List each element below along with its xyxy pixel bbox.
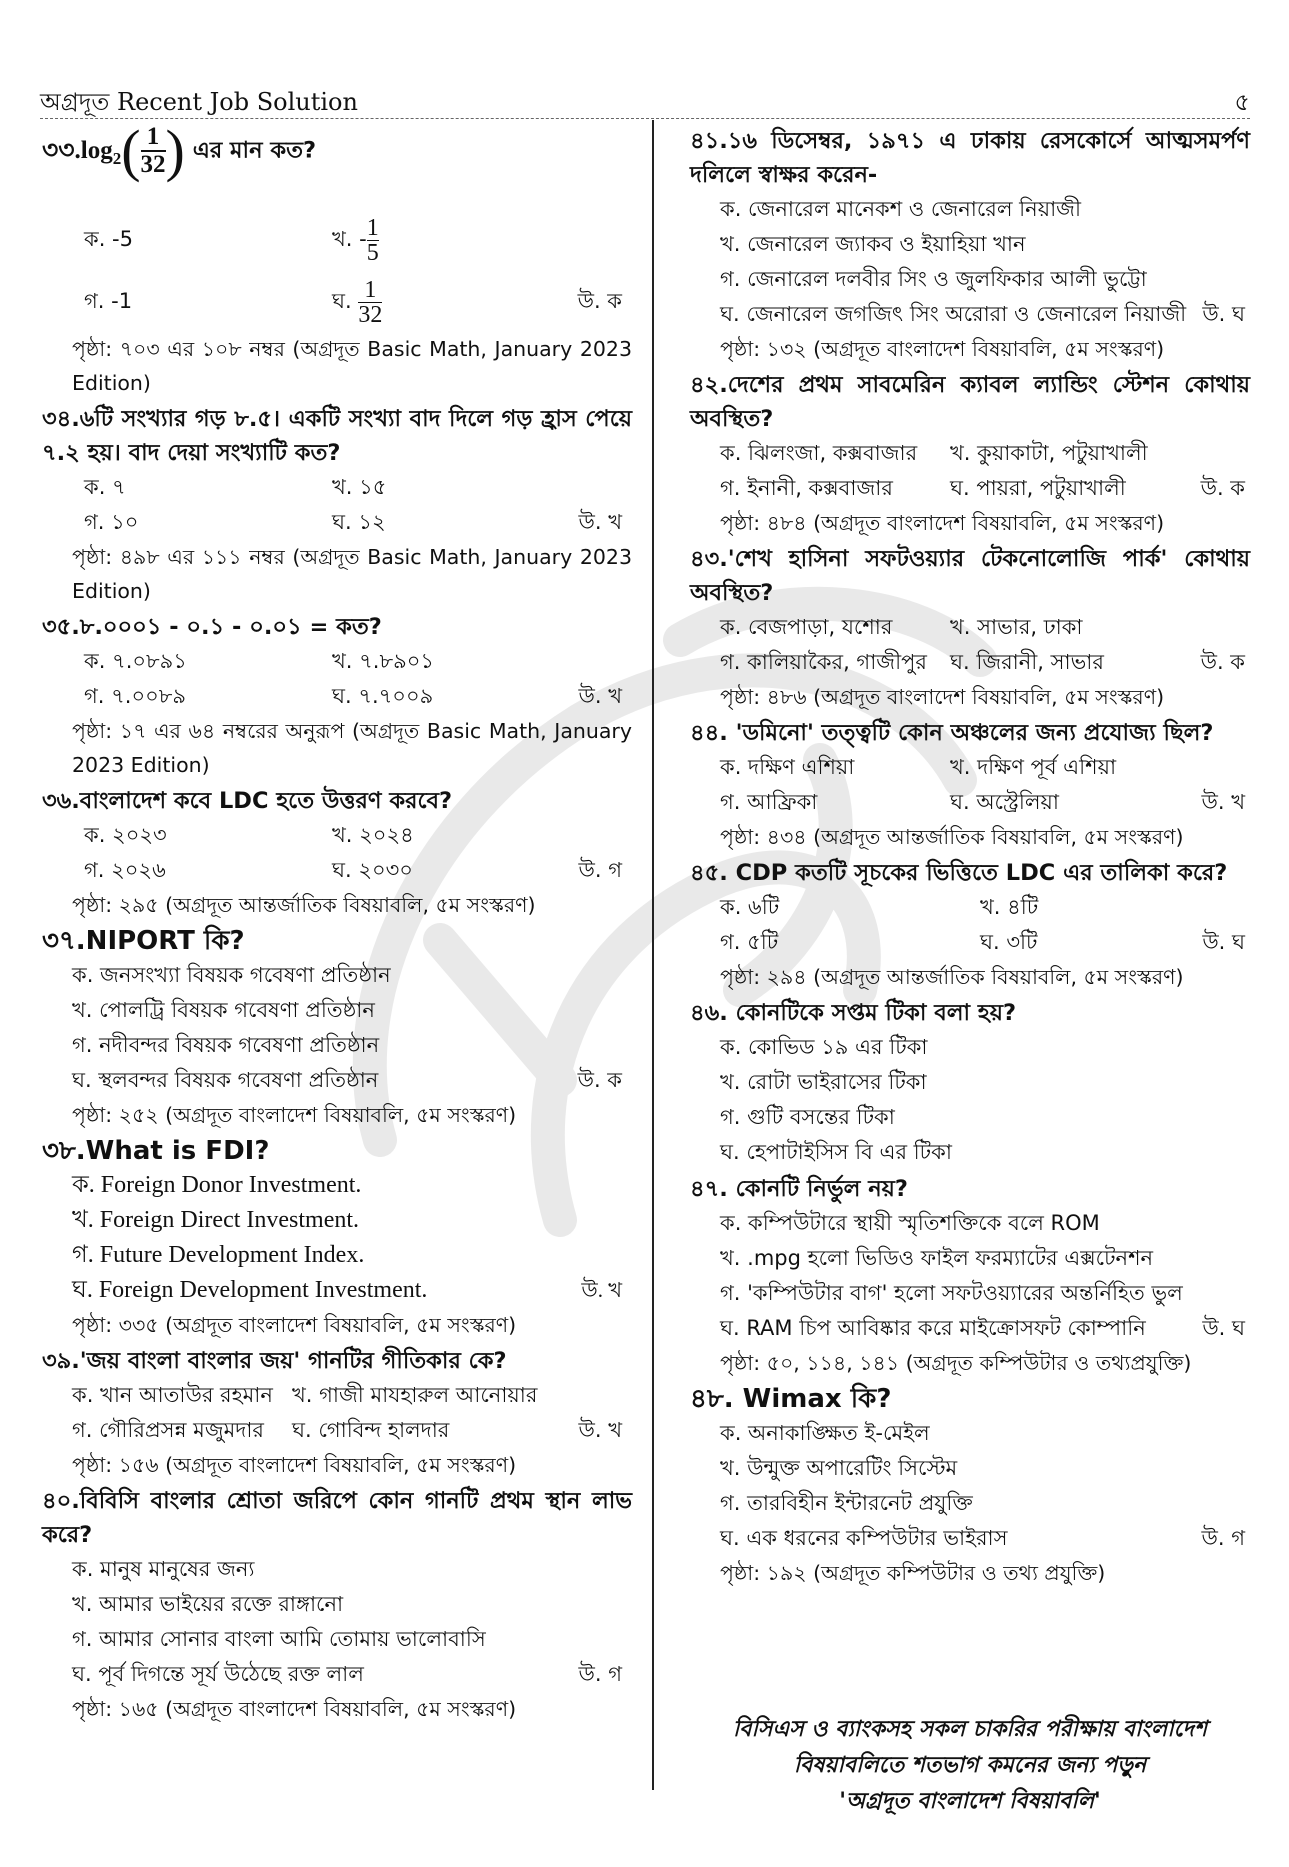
question-text: ৪৫. CDP কতটি সূচকের ভিত্তিতে LDC এর তালিকা করে? (690, 860, 1228, 886)
question-48 (690, 1382, 1250, 1590)
option-b: খ. জেনারেল জ্যাকব ও ইয়াহিয়া খান (720, 232, 1026, 256)
options-row (690, 610, 1250, 645)
option-d-row (42, 1273, 632, 1308)
option-d-row (42, 1657, 632, 1692)
answer: উ. খ (581, 1278, 622, 1302)
option-b: খ. আমার ভাইয়ের রক্তে রাঙ্গানো (72, 1592, 344, 1616)
options-row (690, 785, 1250, 820)
option-c: গ. ২০২৬ (84, 858, 166, 882)
question-43 (690, 542, 1250, 714)
question-text: ৩৭.NIPORT কি? (42, 926, 245, 956)
log-base: 2 (112, 148, 122, 168)
option-a: ক. ২০২৩ (84, 823, 167, 847)
option-c: গ. জেনারেল দলবীর সিং ও জুলফিকার আলী ভুট্টো (720, 267, 1147, 291)
options-row (42, 505, 632, 540)
option-a: ক. কোভিড ১৯ এর টিকা (720, 1035, 928, 1059)
option-c: গ. ১০ (84, 510, 139, 534)
left-column (42, 118, 632, 1726)
answer: উ. ঘ (1202, 302, 1245, 326)
option-c: গ. -1 (84, 289, 133, 313)
options-row (42, 1378, 632, 1413)
option-d: ঘ. RAM চিপ আবিষ্কার করে মাইক্রোসফট কোম্পানি (720, 1316, 1146, 1340)
option-b: খ. পোলট্রি বিষয়ক গবেষণা প্রতিষ্ঠান (72, 998, 375, 1022)
option-d: ঘ. ১২ (332, 510, 386, 534)
reference: পৃষ্ঠা: ২৯৫ (অগ্রদূত আন্তর্জাতিক বিষয়াবলি, ৫ম সংস্করণ) (72, 893, 536, 917)
reference: পৃষ্ঠা: ২৫২ (অগ্রদূত বাংলাদেশ বিষয়াবলি, ৫ম সংস্করণ) (72, 1103, 517, 1127)
option-d: ঘ. হেপাটাইসিস বি এর টিকা (720, 1140, 952, 1164)
option-b: খ. - $\frac{1}{5}$ (332, 214, 379, 266)
options-row (690, 436, 1250, 471)
option-b: খ. গাজী মাযহারুল আনোয়ার (292, 1383, 538, 1407)
reference: পৃষ্ঠা: ৫০, ১১৪, ১৪১ (অগ্রদূত কম্পিউটার ও তথ্যপ্রযুক্তি) (720, 1351, 1192, 1375)
options-row (690, 750, 1250, 785)
option-a: ক. ৭ (84, 475, 126, 499)
reference: পৃষ্ঠা: ৪৩৪ (অগ্রদূত আন্তর্জাতিক বিষয়াবলি, ৫ম সংস্করণ) (720, 825, 1184, 849)
reference: পৃষ্ঠা: ১৭ এর ৬৪ নম্বরের অনুরূপ (অগ্রদূত Basic Math, January 2023 Edition) (72, 719, 632, 777)
question-46 (690, 996, 1250, 1170)
option-d-row (690, 1521, 1250, 1556)
question-37 (42, 924, 632, 1132)
option-d: ঘ. জিরানী, সাভার (950, 650, 1104, 674)
question-text: ৩৪.৬টি সংখ্যার গড় ৮.৫। একটি সংখ্যা বাদ দিলে গড় হ্রাস পেয়ে ৭.২ হয়। বাদ দেয়া সংখ্যাটি কত? (42, 406, 632, 466)
question-text: ৪২.দেশের প্রথম সাবমেরিন ক্যাবল ল্যান্ডিং স্টেশন কোথায় অবস্থিত? (690, 372, 1250, 432)
option-b: খ. রোটা ভাইরাসের টিকা (720, 1070, 927, 1094)
promo-line-3: 'অগ্রদূত বাংলাদেশ বিষয়াবলি' (839, 1789, 1101, 1814)
option-d: ঘ. পায়রা, পটুয়াখালী (950, 476, 1126, 500)
question-text: ৪৩.'শেখ হাসিনা সফটওয়্যার টেকনোলোজি পার্ক' কোথায় অবস্থিত? (690, 546, 1250, 606)
option-b: খ. ৪টি (980, 895, 1039, 919)
question-41 (690, 124, 1250, 366)
option-d: ঘ. ৭.৭০০৯ (332, 684, 434, 708)
option-d: ঘ. জেনারেল জগজিৎ সিং অরোরা ও জেনারেল নিয়াজী (720, 302, 1187, 326)
answer: উ. গ (578, 858, 622, 882)
options-row (42, 470, 632, 505)
question-45 (690, 856, 1250, 994)
option-d-row (690, 297, 1250, 332)
answer: উ. ঘ (1202, 1316, 1245, 1340)
question-text: ৩৫.৮.০০০১ - ০.১ - ০.০১ = কত? (42, 614, 382, 640)
question-text: ৪৭. কোনটি নির্ভুল নয়? (690, 1176, 908, 1202)
option-a: ক. দক্ষিণ এশিয়া (720, 755, 855, 779)
answer: উ. গ (578, 1662, 622, 1686)
options-row (690, 645, 1250, 680)
option-b: খ. সাভার, ঢাকা (950, 615, 1083, 639)
option-b: খ. উন্মুক্ত অপারেটিং সিস্টেম (720, 1456, 958, 1480)
question-text: ৪০.বিবিসি বাংলার শ্রোতা জরিপে কোন গানটি প্রথম স্থান লাভ করে? (42, 1488, 632, 1548)
option-a: ক. ঝিলংজা, কক্সবাজার (720, 441, 918, 465)
reference: পৃষ্ঠা: ৭০৩ এর ১০৮ নম্বর (অগ্রদূত Basic Math, January 2023 Edition) (72, 337, 632, 395)
option-d: ঘ. পূর্ব দিগন্তে সূর্য উঠেছে রক্ত লাল (72, 1662, 364, 1686)
option-c: গ. আফ্রিকা (720, 790, 818, 814)
answer: উ. ক (577, 1068, 622, 1092)
question-text: ৩৯.'জয় বাংলা বাংলার জয়' গানটির গীতিকার কে? (42, 1348, 507, 1374)
reference: পৃষ্ঠা: ২৯৪ (অগ্রদূত আন্তর্জাতিক বিষয়াবলি, ৫ম সংস্করণ) (720, 965, 1184, 989)
options-row (42, 644, 632, 679)
reference: পৃষ্ঠা: ৩৩৫ (অগ্রদূত বাংলাদেশ বিষয়াবলি, ৫ম সংস্করণ) (72, 1313, 517, 1337)
options-row (42, 679, 632, 714)
option-d: ঘ. Foreign Development Investment. (72, 1277, 428, 1303)
option-a: ক. -5 (84, 227, 133, 251)
option-a: ক. জেনারেল মানেকশ ও জেনারেল নিয়াজী (720, 197, 1081, 221)
option-a: ক. জনসংখ্যা বিষয়ক গবেষণা প্রতিষ্ঠান (72, 963, 391, 987)
options-row (42, 853, 632, 888)
option-c: গ. গৌরিপ্রসন্ন মজুমদার (72, 1418, 264, 1442)
option-b: খ. দক্ষিণ পূর্ব এশিয়া (950, 755, 1117, 779)
option-d-row (690, 1311, 1250, 1346)
option-a: ক. বেজপাড়া, যশোর (720, 615, 893, 639)
option-d: ঘ. $\frac{1}{32}$ (332, 276, 383, 328)
option-a: ক. খান আতাউর রহমান (72, 1383, 273, 1407)
options-row (42, 1413, 632, 1448)
log-prefix: ৩৩.log (42, 136, 113, 164)
option-c: গ. আমার সোনার বাংলা আমি তোমায় ভালোবাসি (72, 1627, 486, 1651)
question-suffix: এর মান কত? (192, 137, 317, 164)
option-d: ঘ. ২০৩০ (332, 858, 413, 882)
question-text: ৪১.১৬ ডিসেম্বর, ১৯৭১ এ ঢাকায় রেসকোর্সে আত্মসমর্পণ দলিলে স্বাক্ষর করেন- (690, 128, 1250, 188)
question-44 (690, 716, 1250, 854)
answer: উ. খ (578, 1418, 622, 1442)
options-row (42, 270, 632, 332)
option-a: ক. মানুষ মানুষের জন্য (72, 1557, 255, 1581)
question-text: ৪৪. 'ডমিনো' তত্ত্বটি কোন অঞ্চলের জন্য প্রযোজ্য ছিল? (690, 720, 1214, 746)
question-text: ৪৬. কোনটিকে সপ্তম টিকা বলা হয়? (690, 1000, 1016, 1026)
option-d: ঘ. এক ধরনের কম্পিউটার ভাইরাস (720, 1526, 1008, 1550)
promo-line-1: বিসিএস ও ব্যাংকসহ সকল চাকরির পরীক্ষায় বাংলাদেশ (733, 1717, 1207, 1742)
options-row (42, 818, 632, 853)
options-row (690, 925, 1250, 960)
promo-box (690, 1712, 1250, 1820)
answer: উ. খ (578, 684, 622, 708)
option-c: গ. 'কম্পিউটার বাগ' হলো সফটওয়্যারের অন্তর্নিহিত ভুল (720, 1281, 1183, 1305)
reference: পৃষ্ঠা: ১৬৫ (অগ্রদূত বাংলাদেশ বিষয়াবলি, ৫ম সংস্করণ) (72, 1697, 517, 1721)
running-title: অগ্রদূত Recent Job Solution (40, 88, 358, 116)
question-text: ৩৮.What is FDI? (42, 1136, 270, 1166)
column-divider (652, 120, 654, 1790)
reference: পৃষ্ঠা: ৪৯৮ এর ১১১ নম্বর (অগ্রদূত Basic Math, January 2023 Edition) (72, 545, 632, 603)
option-a: ক. কম্পিউটারে স্থায়ী স্মৃতিশক্তিকে বলে ROM (720, 1211, 1100, 1235)
option-c: গ. Future Development Index. (72, 1242, 365, 1268)
option-b: খ. ২০২৪ (332, 823, 414, 847)
answer: উ. ক (1200, 650, 1245, 674)
option-a: ক. ৭.০৮৯১ (84, 649, 187, 673)
page-number: ৫ (1234, 88, 1250, 116)
option-d: ঘ. অস্ট্রেলিয়া (950, 790, 1059, 814)
option-c: গ. ইনানী, কক্সবাজার (720, 476, 893, 500)
option-b: খ. Foreign Direct Investment. (72, 1207, 360, 1233)
answer: উ. ঘ (1202, 930, 1245, 954)
answer: উ. ক (1200, 476, 1245, 500)
question-38 (42, 1134, 632, 1342)
option-b: খ. ৭.৮৯০১ (332, 649, 435, 673)
option-b: খ. ১৫ (332, 475, 387, 499)
question-33 (42, 118, 632, 400)
options-row (42, 208, 632, 270)
option-b: খ. .mpg হলো ভিডিও ফাইল ফরম্যাটের এক্সটেনশন (720, 1246, 1154, 1270)
option-d: ঘ. স্থলবন্দর বিষয়ক গবেষণা প্রতিষ্ঠান (72, 1068, 379, 1092)
right-column (690, 122, 1250, 1590)
log-fraction: $\frac{1}{32}$ (140, 123, 166, 178)
options-row (690, 471, 1250, 506)
question-36 (42, 784, 632, 922)
reference: পৃষ্ঠা: ৪৮৬ (অগ্রদূত বাংলাদেশ বিষয়াবলি, ৫ম সংস্করণ) (720, 685, 1165, 709)
option-d-row (42, 1063, 632, 1098)
page-header (40, 84, 1250, 119)
option-c: গ. তারবিহীন ইন্টারনেট প্রযুক্তি (720, 1491, 973, 1515)
reference: পৃষ্ঠা: ১৩২ (অগ্রদূত বাংলাদেশ বিষয়াবলি, ৫ম সংস্করণ) (720, 337, 1165, 361)
option-d: ঘ. গোবিন্দ হালদার (292, 1418, 450, 1442)
question-35 (42, 610, 632, 782)
question-40 (42, 1484, 632, 1726)
answer: উ. খ (578, 510, 622, 534)
option-c: গ. ৫টি (720, 930, 779, 954)
question-34 (42, 402, 632, 608)
reference: পৃষ্ঠা: ১৯২ (অগ্রদূত কম্পিউটার ও তথ্য প্রযুক্তি) (720, 1561, 1106, 1585)
answer: উ. গ (1201, 1526, 1245, 1550)
option-c: গ. নদীবন্দর বিষয়ক গবেষণা প্রতিষ্ঠান (72, 1033, 380, 1057)
option-d: ঘ. ৩টি (980, 930, 1038, 954)
answer: উ. খ (1201, 790, 1245, 814)
option-c: গ. গুটি বসন্তের টিকা (720, 1105, 895, 1129)
question-text: ৩৬.বাংলাদেশ কবে LDC হতে উত্তরণ করবে? (42, 788, 453, 814)
option-a: ক. অনাকাঙ্ক্ষিত ই-মেইল (720, 1421, 930, 1445)
question-39 (42, 1344, 632, 1482)
answer: উ. ক (577, 289, 622, 313)
question-text: $৩৩.\log_2$( $\frac{1}{32}$ ) এর মান কত? (42, 118, 317, 183)
option-b: খ. কুয়াকাটা, পটুয়াখালী (950, 441, 1148, 465)
option-c: গ. কালিয়াকৈর, গাজীপুর (720, 650, 927, 674)
promo-line-2: বিষয়াবলিতে শতভাগ কমনের জন্য পড়ুন (793, 1753, 1147, 1778)
question-text: ৪৮. Wimax কি? (690, 1384, 892, 1414)
option-a: ক. Foreign Donor Investment. (72, 1172, 362, 1198)
question-42 (690, 368, 1250, 540)
reference: পৃষ্ঠা: ৪৮৪ (অগ্রদূত বাংলাদেশ বিষয়াবলি, ৫ম সংস্করণ) (720, 511, 1165, 535)
options-row (690, 890, 1250, 925)
question-47 (690, 1172, 1250, 1380)
option-c: গ. ৭.০০৮৯ (84, 684, 187, 708)
option-a: ক. ৬টি (720, 895, 780, 919)
reference: পৃষ্ঠা: ১৫৬ (অগ্রদূত বাংলাদেশ বিষয়াবলি, ৫ম সংস্করণ) (72, 1453, 517, 1477)
